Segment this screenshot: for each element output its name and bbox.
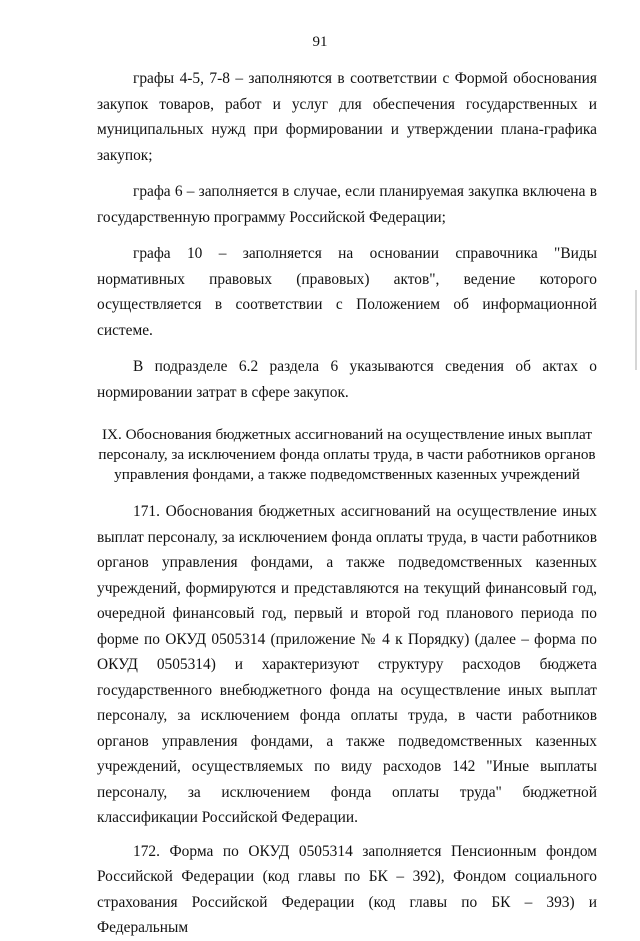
paragraph-graph-6: графа 6 – заполняется в случае, если планируемая закупка включена в государственную программу Российской Федерации; — [97, 183, 597, 226]
paragraph-172: 172. Форма по ОКУД 0505314 заполняется Пенсионным фондом Российской Федерации (код главы по БК – 392), Фондом социального страхования Российской Федерации (код главы по БК – 393) и Федеральным — [97, 842, 597, 936]
paragraph-subsection-6-2: В подразделе 6.2 раздела 6 указываются сведения об актах о нормировании затрат в сфере закупок. — [97, 358, 597, 401]
paragraph-graphs-4-8: графы 4-5, 7-8 – заполняются в соответствии с Формой обоснования закупок товаров, работ и услуг для обеспечения государственных и муниципальных нужд при формировании и утверждении плана-графика закупок; — [97, 70, 597, 164]
paragraph-171: 171. Обоснования бюджетных ассигнований на осуществление иных выплат персоналу, за исключением фонда оплаты труда, в части работников органов управления фондами, а также подведомственных казенных учреждений, формируются и представляются на текущий финансовый год, очередной финансовый год, первый и второй год планового периода по форме по ОКУД 0505314 (приложение № 4 к Порядку) (далее – форма по ОКУД 0505314) и характеризуют структуру расходов бюджета государственного внебюджетного фонда на осуществление иных выплат персоналу, за исключением фонда оплаты труда, в части работников органов управления фондами, а также подведомственных казенных учреждений, осуществляемых по виду расходов 142 "Иные выплаты персоналу, за исключением фонда оплаты труда" бюджетной классификации Российской Федерации. — [97, 503, 597, 826]
document-body — [97, 66, 597, 941]
scan-edge-mark — [635, 290, 637, 370]
page-number: 91 — [312, 34, 328, 50]
paragraph-graph-10: графа 10 – заполняется на основании справочника "Виды нормативных правовых (правовых) актов", ведение которого осуществляется в соответствии с Положением об информационной системе. — [97, 245, 597, 339]
section-heading: IX. Обоснования бюджетных ассигнований на осуществление иных выплат персоналу, за исключением фонда оплаты труда, в части работников органов управления фондами, а также подведомственных казенных учреждений — [98, 426, 596, 483]
